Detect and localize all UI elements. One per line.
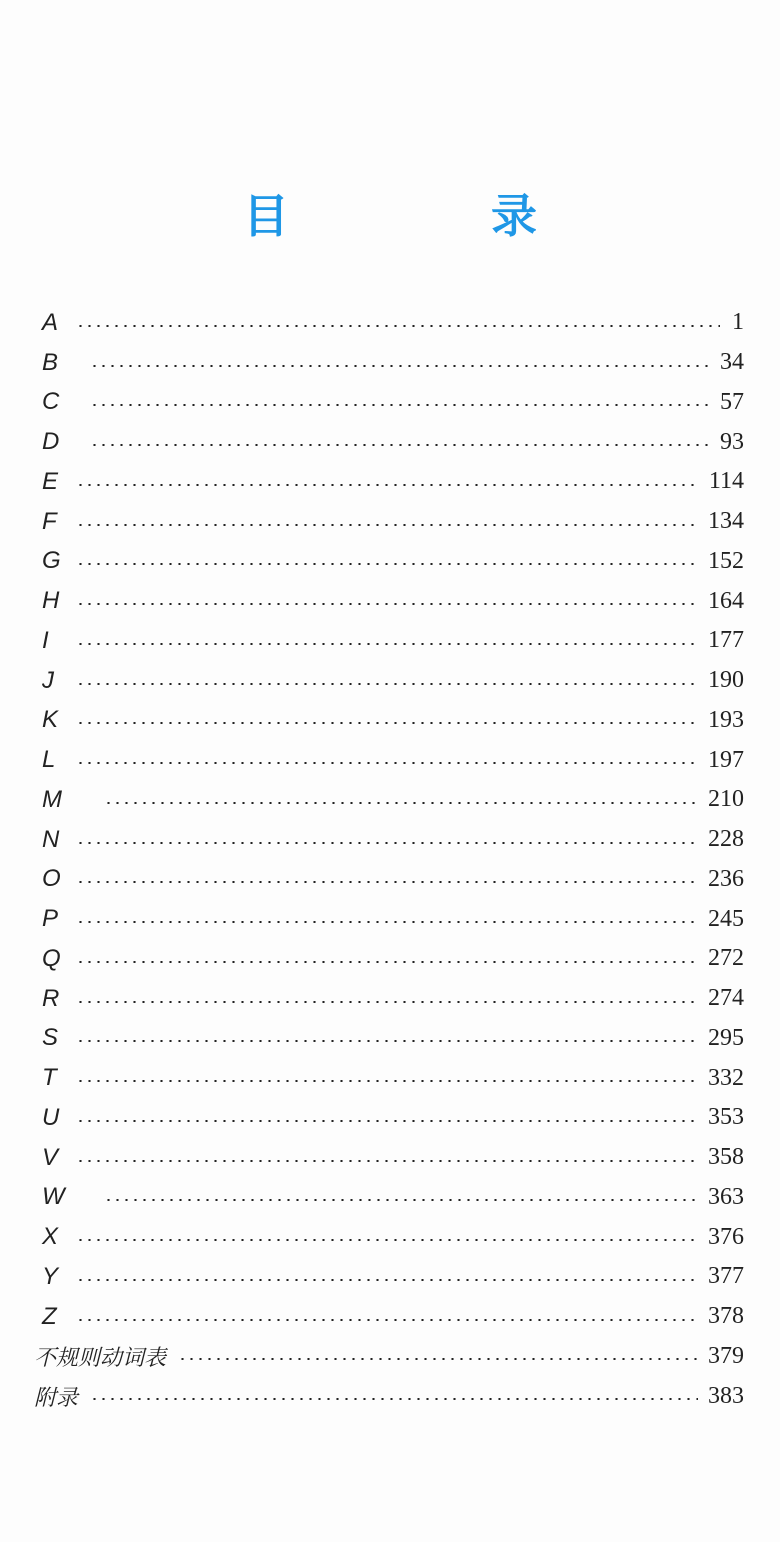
dot-leader	[76, 603, 698, 605]
toc-label: Q	[42, 944, 61, 972]
toc-label: O	[42, 865, 61, 893]
dot-leader	[76, 643, 698, 645]
dot-leader	[90, 365, 710, 367]
toc-label: Z	[42, 1302, 57, 1330]
toc-page-number: 236	[708, 865, 744, 892]
toc-entry-f[interactable]	[34, 502, 744, 542]
toc-label: K	[42, 706, 59, 734]
toc-entry-u[interactable]	[34, 1098, 744, 1138]
toc-label: H	[42, 587, 60, 615]
toc-page-number: 57	[720, 388, 744, 415]
toc-page-number: 177	[708, 627, 744, 654]
toc-page-number: 353	[708, 1104, 744, 1131]
toc-label: M	[42, 785, 62, 813]
toc-entry-k[interactable]	[34, 701, 744, 741]
page-title: 目 录	[243, 189, 615, 243]
toc-entry-q[interactable]	[34, 939, 744, 979]
toc-label: B	[42, 348, 59, 376]
dot-leader	[76, 484, 699, 486]
dot-leader	[104, 1199, 698, 1201]
dot-leader	[76, 683, 698, 685]
toc-label: S	[42, 1024, 59, 1052]
toc-page-number: 228	[708, 826, 744, 853]
toc-label: G	[42, 547, 61, 575]
toc-entry-e[interactable]	[34, 462, 744, 502]
toc-page-number: 272	[708, 945, 744, 972]
toc-page-number: 134	[708, 508, 744, 535]
toc-label: I	[42, 626, 49, 654]
toc-page-number: 378	[708, 1303, 744, 1330]
toc-entry-s[interactable]	[34, 1019, 744, 1059]
dot-leader	[76, 961, 698, 963]
dot-leader	[76, 1080, 698, 1082]
toc-label: F	[42, 507, 57, 535]
dot-leader	[90, 404, 710, 406]
dot-leader	[76, 881, 698, 883]
toc-label: P	[42, 905, 59, 933]
toc-page-number: 245	[708, 905, 744, 932]
dot-leader	[90, 444, 710, 446]
toc-page-number: 193	[708, 706, 744, 733]
toc-entry-m[interactable]	[34, 780, 744, 820]
toc-page-number: 197	[708, 746, 744, 773]
toc-page-number: 190	[708, 667, 744, 694]
toc-label: D	[42, 428, 60, 456]
dot-leader	[76, 921, 698, 923]
toc-entry-i[interactable]	[34, 621, 744, 661]
toc-label: U	[42, 1103, 60, 1131]
toc-entry-a[interactable]	[34, 303, 744, 343]
toc-entry-g[interactable]	[34, 542, 744, 582]
toc-page-number: 164	[708, 587, 744, 614]
dot-leader	[76, 842, 698, 844]
toc-entry-irregular-verbs[interactable]	[34, 1337, 744, 1377]
dot-leader	[76, 325, 720, 327]
toc-entry-d[interactable]	[34, 422, 744, 462]
toc-label: Y	[42, 1262, 59, 1290]
dot-leader	[76, 1120, 698, 1122]
toc-label: T	[42, 1064, 57, 1092]
toc-entry-n[interactable]	[34, 820, 744, 860]
toc-entry-b[interactable]	[34, 343, 744, 383]
toc-label: 不规则动词表	[34, 1345, 167, 1371]
toc-entry-j[interactable]	[34, 661, 744, 701]
toc-entry-o[interactable]	[34, 860, 744, 900]
toc-entry-y[interactable]	[34, 1257, 744, 1297]
toc-entry-h[interactable]	[34, 581, 744, 621]
dot-leader	[90, 1398, 698, 1400]
toc-entry-z[interactable]	[34, 1297, 744, 1337]
toc-page-number: 363	[708, 1183, 744, 1210]
toc-entry-t[interactable]	[34, 1058, 744, 1098]
toc-page-number: 210	[708, 786, 744, 813]
toc-label: J	[42, 666, 54, 694]
toc-entry-c[interactable]	[34, 383, 744, 423]
dot-leader	[76, 1319, 698, 1321]
table-of-contents	[34, 303, 744, 1416]
toc-entry-v[interactable]	[34, 1138, 744, 1178]
dot-leader	[76, 1001, 698, 1003]
dot-leader	[76, 1160, 698, 1162]
toc-page-number: 377	[708, 1263, 744, 1290]
toc-page-number: 295	[708, 1024, 744, 1051]
toc-page-number: 93	[720, 428, 744, 455]
dot-leader	[178, 1358, 698, 1360]
toc-label: N	[42, 825, 60, 853]
toc-page-number: 34	[720, 349, 744, 376]
toc-label: 附录	[34, 1385, 79, 1411]
dot-leader	[76, 524, 698, 526]
toc-page-number: 376	[708, 1223, 744, 1250]
toc-entry-r[interactable]	[34, 979, 744, 1019]
toc-label: E	[42, 467, 59, 495]
toc-label: A	[42, 308, 59, 336]
toc-entry-p[interactable]	[34, 899, 744, 939]
toc-page-number: 379	[708, 1342, 744, 1369]
toc-page-number: 383	[708, 1382, 744, 1409]
dot-leader	[104, 802, 698, 804]
toc-page-number: 114	[708, 468, 744, 495]
toc-label: X	[42, 1223, 59, 1251]
dot-leader	[76, 722, 698, 724]
toc-label: C	[42, 388, 60, 416]
toc-entry-w[interactable]	[34, 1178, 744, 1218]
toc-page-number: 332	[708, 1064, 744, 1091]
dot-leader	[76, 563, 698, 565]
toc-label: L	[42, 746, 56, 774]
dot-leader	[76, 1239, 698, 1241]
toc-page-number: 358	[708, 1144, 744, 1171]
toc-entry-appendix[interactable]	[34, 1376, 744, 1416]
toc-page-number: 152	[708, 547, 744, 574]
dot-leader	[76, 762, 698, 764]
toc-page-number: 1	[732, 309, 744, 336]
dot-leader	[76, 1279, 698, 1281]
toc-entry-l[interactable]	[34, 740, 744, 780]
toc-page-number: 274	[708, 985, 744, 1012]
dot-leader	[76, 1040, 698, 1042]
toc-label: V	[42, 1143, 59, 1171]
toc-label: R	[42, 984, 60, 1012]
toc-entry-x[interactable]	[34, 1217, 744, 1257]
toc-label: W	[42, 1183, 65, 1211]
